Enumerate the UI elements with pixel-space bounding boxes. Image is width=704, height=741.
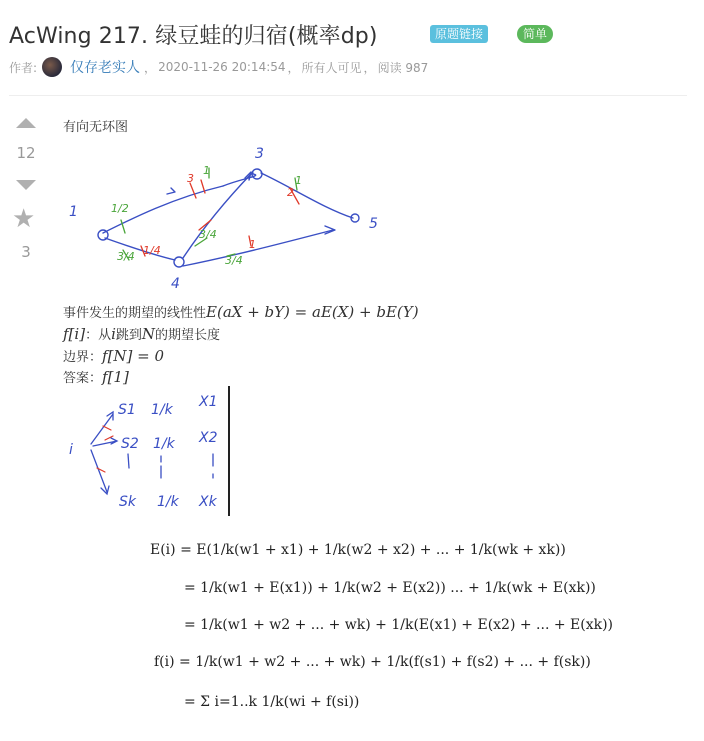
edge-label: 1 [203,164,210,177]
edge-label: 1/4 [143,244,161,257]
star-icon[interactable]: ★ [12,204,36,234]
math-n: N [141,325,156,343]
derivation-formula [150,532,690,722]
article-heading: 有向无环图 [63,120,129,135]
linearity-text: 事件发生的期望的线性性 [63,306,207,321]
boundary-formula: f[N] = 0 [102,347,165,365]
prob-label: 1/k [153,436,175,452]
successor-label: S1 [118,402,136,418]
formula-line: = 1/k(w1 + w2 + ... + wk) + 1/k(E(x1) + E(x2) + ... + E(xk)) [184,617,614,633]
weight-label: X1 [199,394,218,410]
weight-label: Xk [199,494,217,510]
answer-text: 答案： [63,371,103,386]
definition-text: 的期望长度 [155,328,221,343]
definition-text: ：从 [85,328,112,343]
definition-text: 跳到 [115,328,142,343]
difficulty-badge: 简单 [517,25,553,43]
linearity-line [63,302,419,321]
boundary-text: 边界： [63,350,103,365]
read-count: 阅读 987 [377,60,429,75]
node-label: 5 [369,216,378,232]
original-problem-link[interactable]: 原题链接 [430,25,488,43]
prob-label: 1/k [151,402,173,418]
successor-label: S2 [121,436,139,452]
prob-label: 1/k [157,494,179,510]
node-label: 4 [171,276,180,292]
edge-label: 3/4 [117,250,135,263]
transition-sketch [63,386,253,521]
answer-formula: f[1] [102,368,129,386]
meta-separator: ， [363,60,376,75]
vote-count: 12 [16,144,36,162]
node-label: 3 [255,146,264,162]
meta-separator: ， [144,60,157,75]
left-node-label: i [69,442,73,458]
formula-line: f(i) = 1/k(w1 + w2 + ... + wk) + 1/k(f(s1) + f(s2) + ... + f(sk)) [154,654,591,670]
linearity-formula: E(aX + bY) = aE(X) + bE(Y) [206,303,419,321]
node-label: 1 [69,204,78,220]
edge-label: 1/2 [111,202,129,215]
formula-line: = 1/k(w1 + E(x1)) + 1/k(w2 + E(x2)) ... + 1/k(wk + E(xk)) [184,580,596,596]
boundary-line [63,346,164,365]
divider [9,95,687,96]
successor-label: Sk [119,494,136,510]
formula-line: E(i) = E(1/k(w1 + x1) + 1/k(w2 + x2) + ... + 1/k(wk + xk)) [150,542,566,558]
edge-label: 3 [187,172,194,185]
edge-label: 1 [249,238,256,251]
graph-sketch [63,138,393,298]
page-title: AcWing 217. 绿豆蛙的归宿(概率dp) [9,23,378,49]
meta-separator: ， [287,60,300,75]
edge-label: 2 [287,186,294,199]
triangle-up-icon[interactable] [16,118,36,128]
edge-label: 3/4 [225,254,243,267]
title-row [9,16,699,52]
author-label: 作者: [9,60,38,75]
answer-line [63,367,129,386]
triangle-down-icon[interactable] [16,180,36,190]
math-f-i: f[i] [63,325,86,343]
visibility: 所有人可见 [301,60,362,75]
math-i: i [111,325,116,343]
post-date: 2020-11-26 20:14:54 [158,60,286,74]
favorite-count: 3 [21,243,31,261]
weight-label: X2 [199,430,218,446]
edge-label: 3/4 [199,228,217,241]
meta-row [9,56,428,78]
author-link[interactable]: 仅存老实人 [70,60,141,76]
avatar[interactable] [42,57,62,77]
definition-line [63,324,220,343]
edge-label: 1 [295,174,302,187]
formula-line: = Σ i=1..k 1/k(wi + f(si)) [184,694,360,710]
